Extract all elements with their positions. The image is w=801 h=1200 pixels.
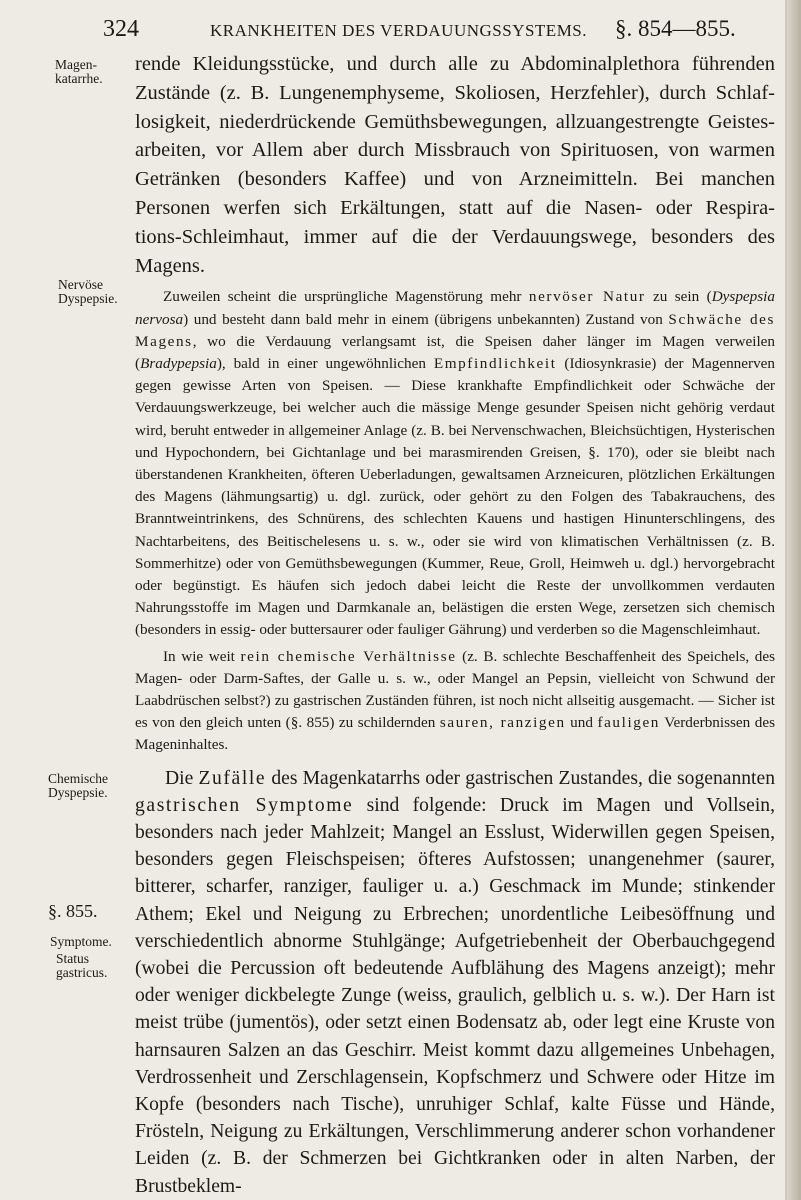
page-edge: [787, 0, 801, 1200]
text-line: losigkeit, niederdrückende Gemüthsbewegungen, allzuangestrengte Geistes-: [135, 110, 775, 133]
text-run: (z. B. schlechte Beschaffenheit des Speichels, des Magen- oder Darm-Saftes, der Galle u. s. w., oder Mangel an Pepsin, vielleicht von Schwund der Laabdrüschen selbst?) zu gastrischen Zuständen führen, ist noch nicht allseitig ausgemacht. — Sicher ist es von den gleich unten (§. 855) zu schildernden: [135, 647, 775, 732]
text-line: tions-Schleimhaut, immer auf die der Verdauungswege, besonders des: [135, 225, 775, 248]
spaced-term: sauren, ranzigen: [439, 714, 566, 732]
page-edge-line: [785, 0, 787, 1200]
paragraph-chemische-dyspepsie: [135, 646, 775, 757]
spaced-term: fauligen: [597, 714, 660, 732]
margin-note-nervoese-dyspepsie: Nervöse Dyspepsie.: [58, 277, 118, 306]
margin-note-symptome: Symptome.: [50, 934, 112, 949]
spaced-term: gastrischen Symptome: [135, 794, 354, 816]
text-run: zu sein (: [645, 288, 712, 306]
text-line: rende Kleidungsstücke, und durch alle zu Abdominalplethora führenden: [135, 53, 775, 75]
spaced-term: Schwäche des Magens: [135, 310, 775, 350]
text-line: Getränken (besonders Kaffee) und von Arzneimitteln. Bei manchen: [135, 168, 775, 191]
paragraph-kleidungsstuecke: [135, 50, 775, 280]
margin-note-magenkatarrhe: Magen- katarrhe.: [55, 57, 103, 86]
page-number: 324: [103, 16, 139, 42]
running-title: KRANKHEITEN DES VERDAUUNGSSYSTEMS.: [210, 21, 588, 40]
text-run: ) und besteht dann bald mehr in einem (übrigens unbekannten) Zustand von: [183, 310, 669, 328]
text-run: ), bald in einer ungewöhnlichen: [216, 354, 434, 372]
page-body: [135, 50, 775, 1200]
text-run: und: [565, 714, 598, 732]
margin-note-chemische-dyspepsie: Chemische Dyspepsie.: [48, 771, 108, 800]
text-run: (Idiosynkrasie) der Magennerven gegen gewisse Arten von Speisen. — Diese krankhafte Empfindlichkeit oder Schwäche der Verdauungswerkzeuge, bei welcher auch die mässige Menge gesunder Speisen nicht gehörig verdaut wird, beruht entweder in allgemeiner Anlage (z. B. bei Nervenschwachen, Bleichsüchtigen, Hysterischen und Hypochondern, bei Gichtanlage und bei marasmirenden Greisen, §. 170), oder sie bleibt nach überstandenen Krankheiten, öfteren Ueberladungen, gewaltsamen Arzneicuren, plötzlichen Erkältungen des Magens (lähmungsartig) u. dgl. zurück, oder gehört zu den Folgen des Tabakrauchens, des Branntweintrinkens, des Schnürens, des schlechten Kauens und hastigen Hinunterschlingens, des Nachtarbeitens, des Beitischelesens u. s. w., oder sie wird von klimatischen Verhältnissen (z. B. Sommerhitze) oder von Gemüthsbewegungen (Kummer, Reue, Groll, Heimweh u. dgl.) hervorgebracht oder begünstigt. Es häufen sich jedoch dabei leicht die Reste der unvollkommen verdauten Nahrungsstoffe im Magen und Darmkanale an, belästigen die ersten Wege, zersetzen sich chemisch (besonders in essig- oder buttersaurer oder fauliger Gährung) und verderben so die Magenschleimhaut.: [135, 354, 775, 639]
text-run: Die: [165, 767, 199, 789]
text-line: Magens.: [135, 254, 206, 277]
spaced-term: rein chemische Verhältnisse: [240, 647, 457, 665]
text-run: des Magenkatarrhs oder gastrischen Zustandes, die sogenannten: [266, 767, 775, 789]
italic-term: Bradypepsia: [140, 354, 217, 372]
spaced-term: nervöser Natur: [528, 288, 646, 306]
text-run: In wie weit: [163, 647, 241, 665]
section-range: §. 854—855.: [615, 16, 736, 41]
text-run: sind folgende: Druck im Magen und Vollsein, besonders nach jeder Mahlzeit; Mangel an Esslust, Widerwillen gegen Speisen, besonders gegen Fleischspeisen; öfteres Aufstossen; unangenehmer (saurer, bitterer, scharfer, ranziger, fauliger u. a.) Geschmack im Munde; stinkender Athem; Ekel und Neigung zu Erbrechen; unordentliche Leibesöffnung und verschiedentlich abnorme Stuhlgänge; Aufgetriebenheit der Oberbauchgegend (wobei die Percussion oft bedeutende Aufblähung des Magens anzeigt); mehr oder weniger dickbelegte Zunge (weiss, graulich, gelblich u. s. w.). Der Harn ist meist trübe (jumentös), oder setzt einen Bodensatz ab, oder legt eine Kruste von harnsauren Salzen an das Geschirr. Meist kommt dazu allgemeines Unbehagen, Verdrossenheit und Zerschlagensein, Kopfschmerz und Schwere oder Hitze im Kopfe (besonders nach Tische), unruhiger Schlaf, kalte Füsse und Hände, Frösteln, Neigung zu Erkältungen, Verschlimmerung anderer schon vorhandener Leiden (z. B. der Schmerzen bei Gichtkranken oder in alten Narben, der Brustbeklem-: [135, 794, 775, 1197]
text-line: Personen werfen sich Erkältungen, statt auf die Nasen- oder Respira-: [135, 196, 775, 219]
margin-note-status-gastricus: Status gastricus.: [56, 951, 108, 980]
paragraph-symptome: [135, 765, 775, 1200]
spaced-term: Empfindlichkeit: [433, 354, 557, 372]
italic-term: Dyspepsia nervosa: [135, 288, 775, 328]
text-run: Verderbnissen des Mageninhaltes.: [135, 714, 775, 754]
paragraph-nervoese-dyspepsie: [135, 286, 775, 641]
text-line: arbeiten, vor Allem aber durch Missbrauch von Spirituosen, von warmen: [135, 139, 775, 162]
text-run: Zuweilen scheint die ursprüngliche Magenstörung mehr: [163, 288, 529, 306]
text-line: Zustände (z. B. Lungenemphyseme, Skoliosen, Herzfehler), durch Schlaf-: [135, 81, 775, 104]
margin-note-section-855: §. 855.: [48, 901, 98, 921]
spaced-term: Zufälle: [198, 767, 267, 789]
running-header: [0, 14, 801, 48]
text-run: , wo die Verdauung verlangsamt ist, die Speisen daher länger im Magen verweilen (: [135, 332, 775, 372]
